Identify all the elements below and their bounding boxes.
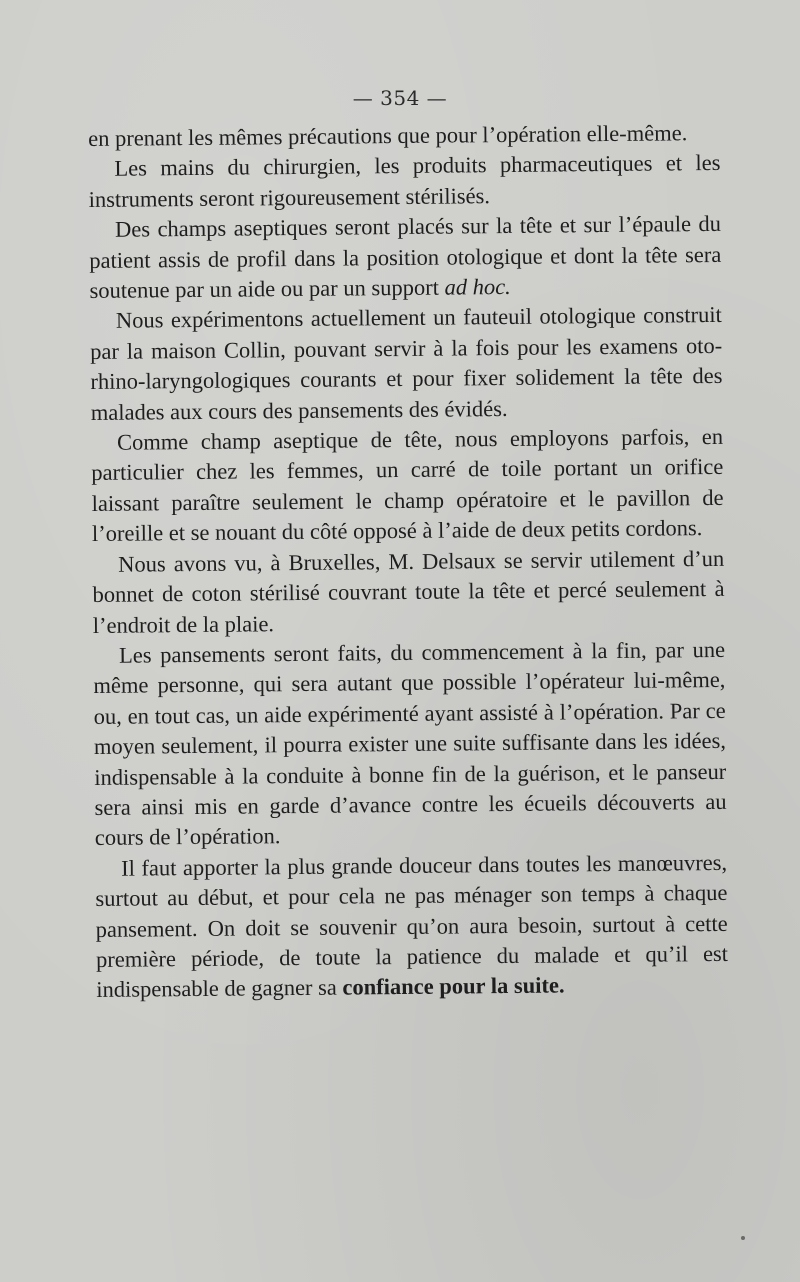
paragraph-8-ending: confiance pour la suite. — [342, 972, 565, 1000]
page-number: — 354 — — [352, 86, 448, 110]
paragraph-8 — [95, 848, 728, 1006]
paragraph-8-text: Il faut apporter la plus grande douceur dans toutes les manœuvres, surtout au début, et pour cela ne pas ménager son temps à chaque pansement. On doit se souvenir qu’on aura besoin, surtout à cette première période, de toute la patience du malade et qu’il est indispensable de gagner sa — [95, 849, 729, 1003]
paragraph-1: en prenant les mêmes précautions que pour l’opération elle-même. — [88, 120, 688, 151]
body-text — [88, 118, 728, 1006]
paragraph-3-text: Des champs aseptiques seront placés sur la tête et sur l’épaule du patient assis de profil dans la position otologique et dont la tête sera soutenue par un aide ou par un support — [89, 211, 722, 304]
paragraph-2: Les mains du chirurgien, les produits pharmaceutiques et les instruments seront rigoureusement stérilisés. — [88, 150, 721, 212]
paragraph-3-italic: ad hoc. — [444, 273, 511, 300]
paragraph-3 — [89, 209, 722, 306]
paragraph-5: Comme champ aseptique de tête, nous employons parfois, en particulier chez les femmes, un carré de toile portant un orifice laissant paraître seulement le champ opératoire et le pavillon de l’oreille et se nouant du côté opposé à l’aide de deux petits cordons. — [91, 423, 724, 547]
paragraph-6: Nous avons vu, à Bruxelles, M. Delsaux se servir utilement d’un bonnet de coton stérilisé couvrant toute la tête et percé seulement à l’endroit de la plaie. — [92, 545, 725, 638]
paper-speck — [741, 1236, 745, 1240]
paragraph-4: Nous expérimentons actuellement un fauteuil otologique construit par la maison Collin, pouvant servir à la fois pour les examens oto-rhino-laryngologiques courants et pour fixer solidement la tête des malades aux cours des pansements des évidés. — [90, 302, 723, 425]
paragraph-7: Les pansements seront faits, du commencement à la fin, par une même personne, qui sera autant que possible l’opérateur lui-même, ou, en tout cas, un aide expérimenté ayant assisté à l’opération. Par ce moyen seulement, il pourra exister une suite suffisante dans les idées, indispensable à la conduite à bonne fin de la guérison, et le panseur sera ainsi mis en garde d’avance contre les écueils découverts au cours de l’opération. — [93, 636, 727, 851]
